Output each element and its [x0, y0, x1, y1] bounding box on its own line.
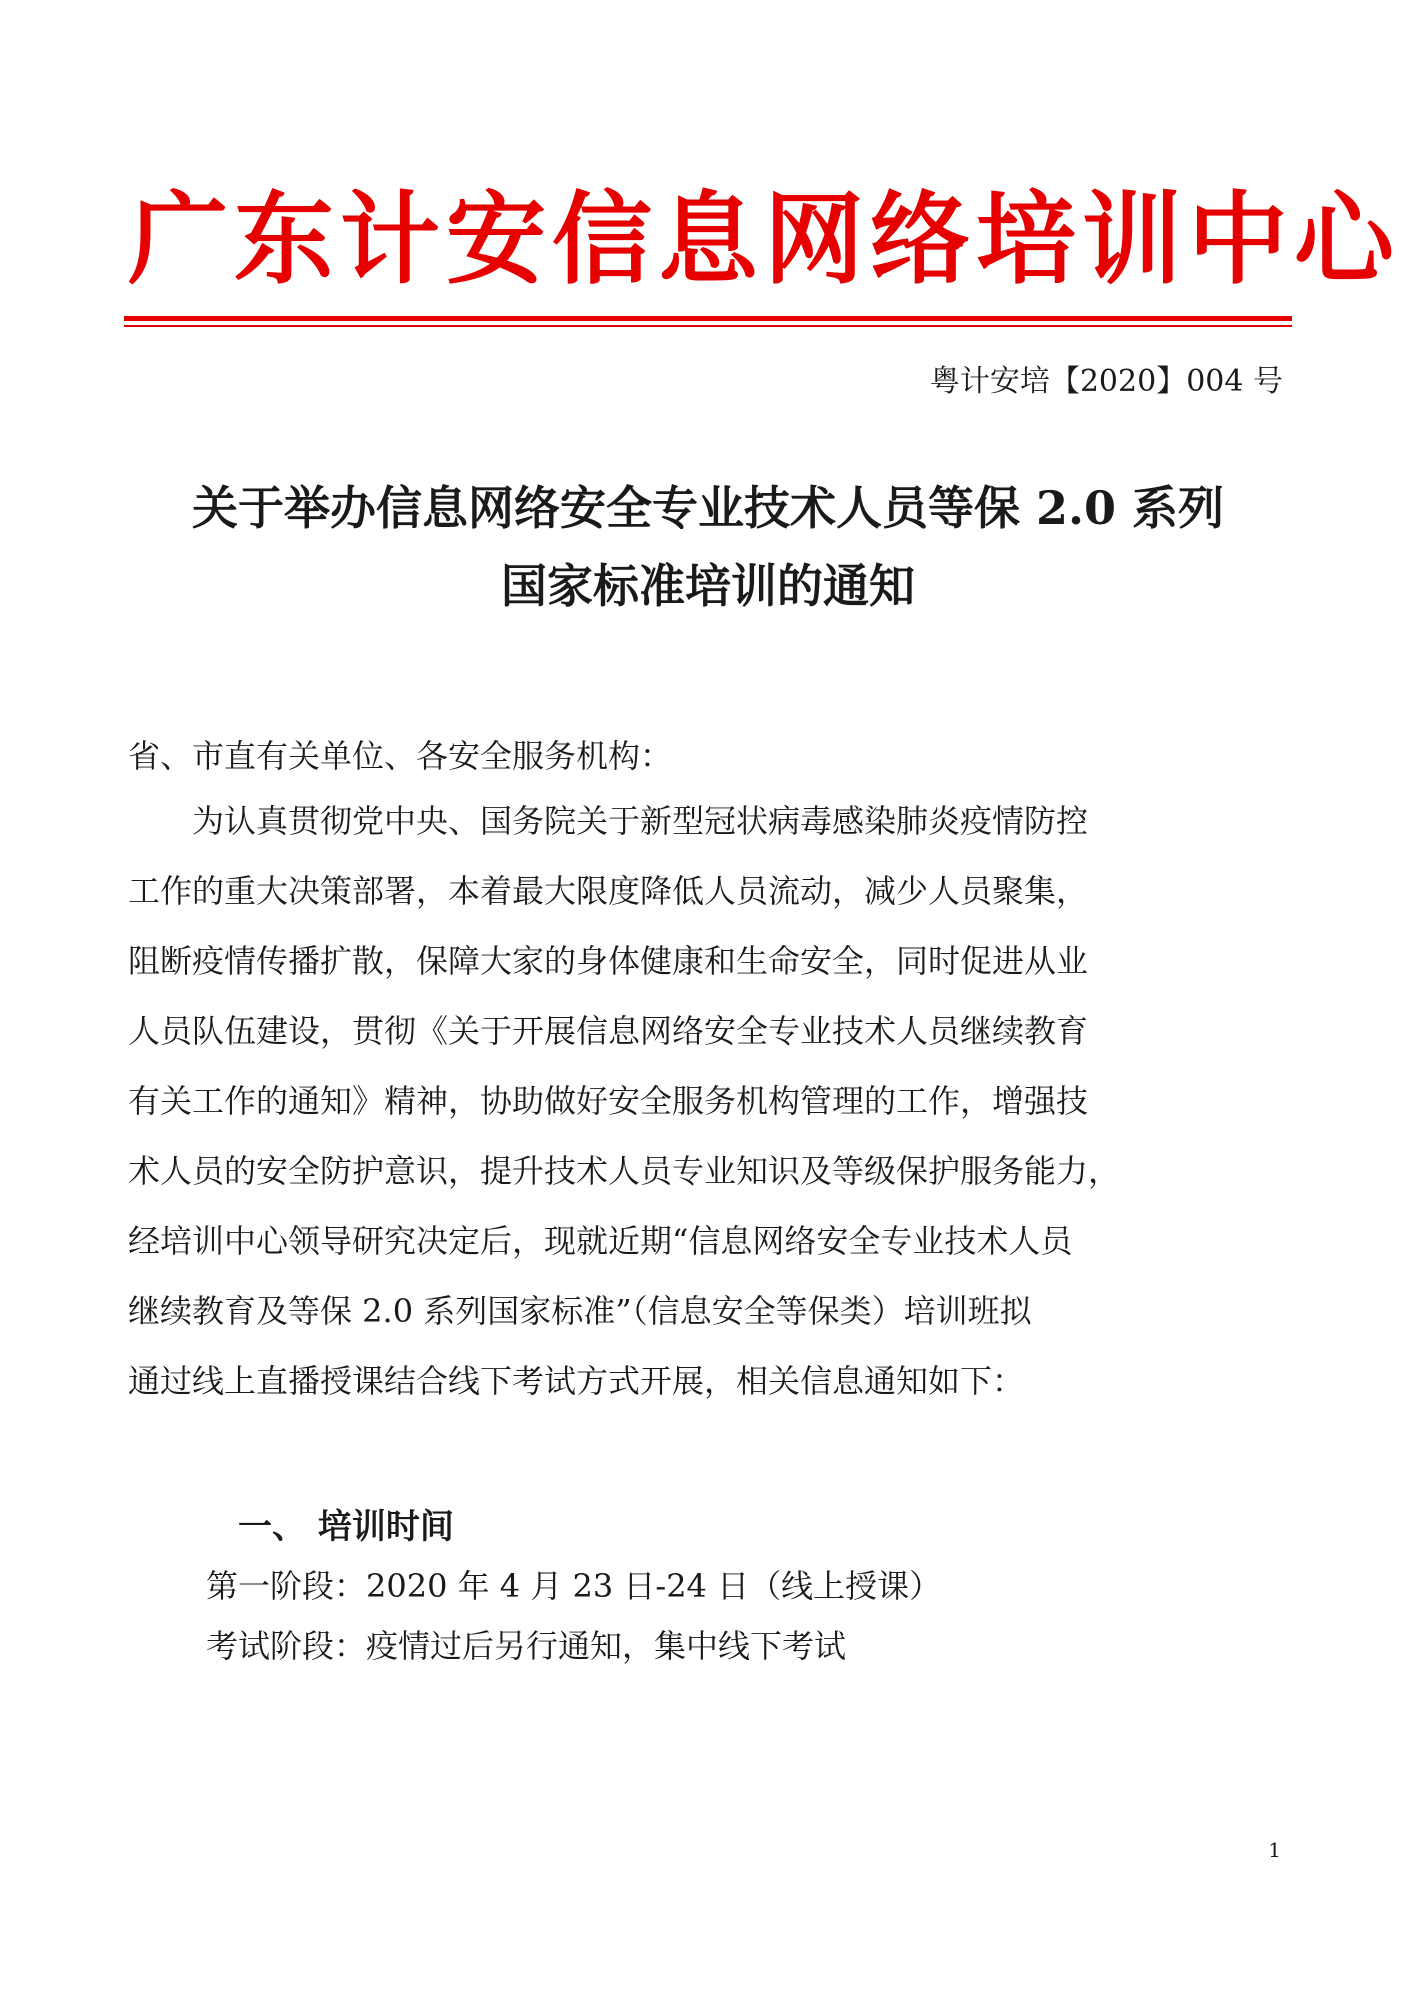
section-heading-training-time: 一、 培训时间 — [238, 1507, 454, 1547]
body-paragraph-line: 为认真贯彻党中央、国务院关于新型冠状病毒感染肺炎疫情防控 — [128, 802, 1089, 840]
document-title-line-1: 关于举办信息网络安全专业技术人员等保 2.0 系列 — [191, 481, 1225, 535]
body-paragraph-line: 工作的重大决策部署，本着最大限度降低人员流动，减少人员聚集， — [128, 872, 1089, 910]
salutation: 省、市直有关单位、各安全服务机构： — [128, 737, 673, 775]
masthead-org-name: 广东计安信息网络培训中心 — [128, 181, 1400, 298]
body-paragraph-line: 术人员的安全防护意识，提升技术人员专业知识及等级保护服务能力， — [128, 1152, 1121, 1190]
masthead-red-rule-thick — [124, 316, 1292, 321]
masthead-red-rule-thin — [124, 325, 1292, 327]
page-number: 1 — [1268, 1838, 1281, 1862]
document-title-line-2: 国家标准培训的通知 — [501, 559, 915, 613]
training-phase-one: 第一阶段：2020 年 4 月 23 日-24 日（线上授课） — [206, 1567, 942, 1605]
training-exam-phase: 考试阶段：疫情过后另行通知，集中线下考试 — [206, 1627, 847, 1665]
body-paragraph-line: 经培训中心领导研究决定后，现就近期“信息网络安全专业技术人员 — [128, 1222, 1073, 1260]
document-number: 粤计安培【2020】004 号 — [929, 364, 1283, 399]
body-paragraph-line: 继续教育及等保 2.0 系列国家标准”（信息安全等保类）培训班拟 — [128, 1292, 1032, 1330]
body-paragraph-line: 人员队伍建设，贯彻《关于开展信息网络安全专业技术人员继续教育 — [128, 1012, 1089, 1050]
body-paragraph-line: 阻断疫情传播扩散，保障大家的身体健康和生命安全，同时促进从业 — [128, 942, 1089, 980]
body-paragraph-line: 通过线上直播授课结合线下考试方式开展，相关信息通知如下： — [128, 1362, 1025, 1400]
body-paragraph-line: 有关工作的通知》精神，协助做好安全服务机构管理的工作，增强技 — [128, 1082, 1089, 1120]
